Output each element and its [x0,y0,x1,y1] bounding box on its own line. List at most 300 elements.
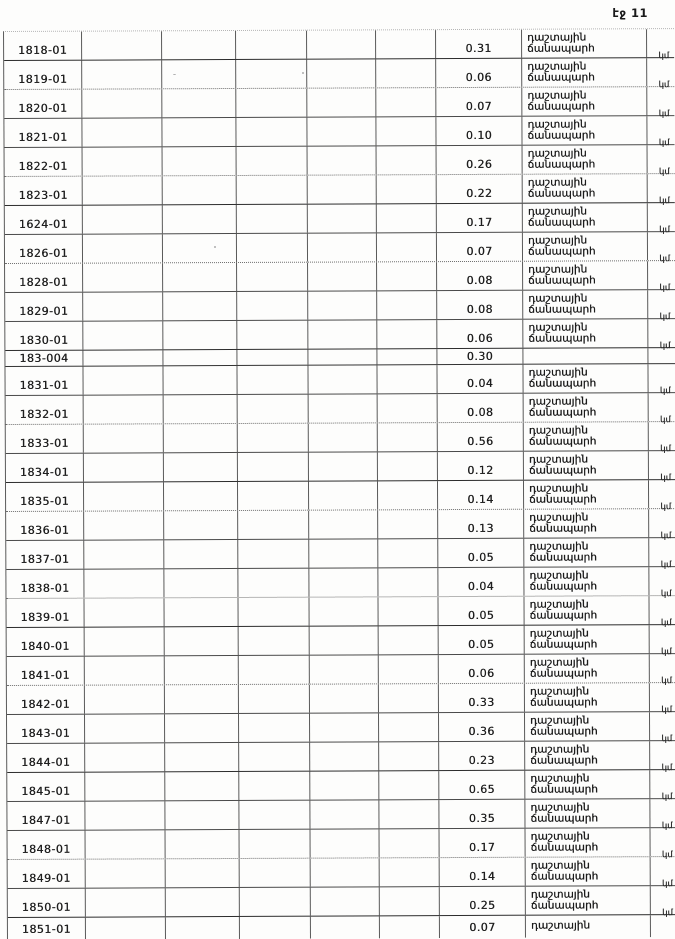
unit-cell-text: կմ [660,444,671,455]
road-name-cell [526,886,651,915]
table-row [6,422,675,454]
empty-cell [83,321,163,349]
road-name-cell-text: ճանապարհ [529,667,598,680]
empty-cell [240,859,311,887]
empty-cell [239,685,310,713]
empty-cell [380,887,440,915]
empty-cell [238,482,309,510]
empty-cell [377,365,437,393]
empty-cell [380,916,440,938]
empty-cell [379,742,439,770]
unit-cell-text: կմ [659,312,671,323]
empty-cell [308,233,377,261]
empty-cell [238,598,309,626]
road-name-cell-text: դաշտային [528,262,588,276]
empty-cell [85,627,165,655]
empty-cell [84,511,164,539]
road-name-cell [522,29,647,58]
road-name-cell [523,145,648,174]
scan-noise-speck [214,246,216,248]
parcel-code-cell-text: 1831-01 [19,378,69,392]
empty-cell [310,655,379,683]
road-name-cell-text: ճանապարհ [527,158,596,171]
parcel-code-cell [7,744,85,772]
page-number: էջ 11 [612,6,648,20]
unit-cell [648,364,675,397]
empty-cell [378,597,438,625]
road-name-cell-text: ճանապարհ [530,812,598,825]
empty-cell [83,366,163,394]
road-name-cell-text: դաշտային [529,655,589,669]
road-name-cell [525,741,650,770]
table-row [6,480,675,512]
length-value-cell-text: 0.06 [468,666,495,680]
road-name-cell-text: դաշտային [528,481,589,495]
empty-cell [237,176,308,204]
length-value-cell [439,800,525,828]
road-name-cell-text: դաշտային [527,88,587,102]
parcel-code-cell-text: 1820-01 [18,101,68,115]
length-value-cell-text: 0.22 [466,186,493,200]
parcel-code-cell-text: 1823-01 [18,188,68,202]
unit-cell-text: կմ [658,196,670,207]
parcel-code-cell [5,177,83,205]
unit-cell-text: կմ [659,225,670,236]
empty-cell [163,292,237,320]
empty-cell [310,742,379,770]
parcel-code-cell [7,686,85,714]
table-row [7,654,675,686]
parcel-code-cell [5,148,83,176]
length-value-cell-text: 0.33 [468,695,495,709]
table-row [8,828,675,860]
road-name-cell [523,290,648,319]
empty-cell [165,801,239,829]
empty-cell [82,118,162,146]
length-value-cell-text: 0.17 [466,215,493,229]
empty-cell [240,830,311,858]
length-value-cell-text: 0.08 [466,302,493,316]
empty-cell [83,176,163,204]
length-value-cell [440,858,526,886]
length-value-cell [437,262,523,290]
unit-cell-text: կմ [659,254,671,265]
parcel-code-cell-text: 1843-01 [20,726,71,740]
parcel-code-cell-text: 1839-01 [20,610,70,624]
road-name-cell [522,87,647,116]
length-value-cell [437,349,523,364]
empty-cell [379,800,439,828]
parcel-code-cell-text: 1841-01 [20,668,70,682]
road-name-cell-text: դաշտային [530,771,590,785]
length-value-cell-text: 0.17 [468,840,496,854]
empty-cell [376,30,436,58]
empty-cell [237,205,308,233]
table-row [8,886,675,918]
road-name-cell-text: դաշտային [528,291,588,305]
unit-cell [649,567,675,600]
empty-cell [309,568,378,596]
empty-cell [84,569,164,597]
unit-cell-text: կմ [659,415,671,426]
road-name-cell [524,451,649,480]
length-value-cell-text: 0.07 [465,99,493,113]
parcel-code-cell-text: 1834-01 [19,465,70,479]
empty-cell [308,146,377,174]
unit-cell [648,203,675,236]
empty-cell [378,423,438,451]
table-row [5,290,675,322]
scan-noise-speck [302,72,304,74]
table-row [5,364,675,396]
table-row [4,29,674,61]
unit-cell-text: կմ [658,109,670,120]
length-value-cell-text: 0.05 [467,550,494,564]
unit-cell-text: կմ [659,283,671,294]
length-value-cell [439,626,525,654]
empty-cell [239,627,310,655]
road-name-cell-text: ճանապարհ [528,303,596,316]
parcel-code-cell-text: 1844-01 [21,755,71,769]
length-value-cell-text: 0.13 [467,521,494,535]
parcel-code-cell-text: 1849-01 [21,871,71,885]
empty-cell [377,233,437,261]
empty-cell [163,350,237,365]
empty-cell [82,89,162,117]
table-row [7,741,675,773]
parcel-code-cell-text: 1838-01 [20,581,70,595]
empty-cell [84,540,164,568]
empty-cell [164,424,238,452]
unit-cell [649,480,675,513]
road-name-cell-text: ճանապարհ [529,638,598,651]
length-value-cell-text: 0.04 [467,579,495,593]
length-value-cell [438,597,524,625]
empty-cell [164,569,238,597]
unit-cell-text: կմ [662,908,673,919]
table-row [4,58,674,90]
empty-cell [164,540,238,568]
empty-cell [166,888,240,916]
unit-cell [651,915,675,937]
road-name-cell-text: ճանապարհ [529,580,597,593]
length-value-cell [439,655,525,683]
empty-cell [376,59,436,87]
empty-cell [379,771,439,799]
length-value-cell [438,539,524,567]
parcel-code-cell [8,889,86,917]
road-name-cell-text: դաշտային [530,800,590,814]
empty-cell [83,147,163,175]
parcel-code-cell-text: 1822-01 [18,159,68,173]
empty-cell [377,146,437,174]
parcel-code-cell [7,773,85,801]
empty-cell [237,366,308,394]
length-value-cell-text: 0.12 [467,463,494,477]
road-name-cell [523,232,648,261]
length-value-cell-text: 0.08 [466,273,493,287]
parcel-code-cell-text: 1818-01 [18,43,68,57]
table-row [8,857,675,889]
length-value-cell [436,117,522,145]
table-row [4,116,674,148]
road-name-cell [524,480,649,509]
road-name-cell-text: ճանապարհ [530,725,598,738]
empty-cell [237,147,308,175]
empty-cell [163,205,237,233]
unit-cell [650,712,675,745]
length-value-cell [438,394,524,422]
unit-cell [648,145,675,178]
unit-cell [650,799,675,832]
empty-cell [84,424,164,452]
unit-cell [648,232,675,265]
empty-cell [164,511,238,539]
length-value-cell-text: 0.65 [468,782,495,796]
road-name-cell [525,799,650,828]
length-value-cell [436,30,522,58]
unit-cell-text: կմ [661,879,673,890]
parcel-code-cell-text: 1836-01 [20,523,70,537]
road-name-cell-text: ճանապարհ [530,754,598,767]
empty-cell [239,714,310,742]
unit-cell-text: կմ [661,792,673,803]
length-value-cell [437,365,523,393]
parcel-code-cell [7,715,85,743]
road-name-cell-text: դաշտային [529,684,589,698]
length-value-cell [438,568,524,596]
empty-cell [236,31,307,59]
empty-cell [165,714,239,742]
parcel-code-cell [6,454,84,482]
length-value-cell-text: 0.25 [469,898,496,912]
parcel-code-cell [5,293,83,321]
road-name-cell-text: ճանապարհ [527,216,596,229]
road-name-cell [522,116,647,145]
parcel-code-cell-text: 1851-01 [21,922,72,936]
empty-cell [83,350,163,365]
length-value-cell-text: 0.35 [468,811,496,825]
road-name-cell-text: ճանապարհ [530,783,598,796]
unit-cell [647,58,674,91]
empty-cell [376,88,436,116]
road-name-cell-text: ճանապարհ [527,129,595,142]
empty-cell [240,888,311,916]
empty-cell [85,685,165,713]
road-name-cell-text: դաշտային [529,597,589,611]
length-value-cell [437,320,523,348]
unit-cell-text: կմ [661,734,673,745]
empty-cell [165,685,239,713]
empty-cell [164,598,238,626]
unit-cell [649,596,675,629]
parcel-code-cell-text: 1840-01 [20,639,70,653]
parcel-code-cell [8,860,86,888]
length-value-cell [439,684,525,712]
road-name-cell-text: ճանապարհ [528,377,597,390]
length-value-cell-text: 0.04 [466,376,494,390]
unit-cell [650,770,675,803]
unit-cell [649,538,675,571]
length-value-cell-text: 0.08 [467,405,494,419]
road-name-cell-text: ճանապարհ [529,493,597,506]
length-value-cell [437,291,523,319]
table-row [6,509,675,541]
parcel-code-cell [4,119,82,147]
road-name-cell [525,770,650,799]
empty-cell [85,656,165,684]
road-name-cell-text: ճանապարհ [528,274,596,287]
unit-cell-text: կմ [660,473,671,484]
parcel-code-cell [6,570,84,598]
length-value-cell-text: 0.05 [468,637,495,651]
parcel-code-cell [6,396,84,424]
table-row [7,712,675,744]
table-row [5,203,675,235]
road-name-cell [525,712,650,741]
empty-cell [83,205,163,233]
road-name-cell-text: ճանապարհ [527,187,596,200]
road-name-cell [525,625,650,654]
parcel-code-cell [4,61,82,89]
road-name-cell [523,203,648,232]
empty-cell [311,916,380,938]
parcel-code-cell [4,32,82,60]
empty-cell [378,539,438,567]
parcel-code-cell [7,802,85,830]
road-name-cell [522,58,647,87]
road-name-cell [523,261,648,290]
empty-cell [239,656,310,684]
empty-cell [83,263,163,291]
table-row [6,596,675,628]
empty-cell [239,772,310,800]
empty-cell [309,481,378,509]
empty-cell [165,627,239,655]
empty-cell [308,175,377,203]
road-name-cell [524,596,649,625]
unit-cell-text: կմ [660,647,672,658]
empty-cell [238,569,309,597]
road-name-cell-text: ճանապարհ [529,551,597,564]
parcel-code-cell-text: 1826-01 [18,246,69,260]
parcel-code-cell [7,628,85,656]
parcel-code-cell-text: 1845-01 [21,784,71,798]
empty-cell [379,713,439,741]
unit-cell-text: կմ [660,531,672,542]
unit-cell [647,87,674,120]
unit-cell [649,422,675,455]
empty-cell [162,31,236,59]
empty-cell [308,291,377,319]
empty-cell [163,147,237,175]
empty-cell [163,176,237,204]
empty-cell [85,801,165,829]
empty-cell [377,175,437,203]
unit-cell-text: կմ [661,676,672,687]
table-row [5,261,675,293]
empty-cell [162,118,236,146]
empty-cell [308,204,377,232]
empty-cell [377,320,437,348]
length-value-cell-text: 0.06 [466,331,494,345]
road-name-cell-text: դաշտային [529,626,589,640]
empty-cell [82,60,162,88]
parcel-code-cell-text: 1832-01 [19,407,69,421]
unit-cell-text: կմ [661,763,673,774]
road-name-cell [524,567,649,596]
table-row [7,770,675,802]
empty-cell [238,453,309,481]
road-name-cell-text: ճանապարհ [528,435,597,448]
road-name-cell [526,857,651,886]
parcel-code-cell-text: 1837-01 [20,552,70,566]
unit-cell [648,174,675,207]
empty-cell [85,714,165,742]
unit-cell [651,886,675,919]
empty-cell [239,743,310,771]
unit-cell [648,290,675,323]
empty-cell [311,829,380,857]
empty-cell [238,511,309,539]
empty-cell [307,117,376,145]
length-value-cell [437,146,523,174]
road-name-cell-text: ճանապարհ [530,841,599,854]
parcel-code-cell [6,512,84,540]
length-value-cell-text: 0.14 [469,869,496,883]
parcel-code-cell-text: 1821-01 [18,130,68,144]
empty-cell [240,917,311,939]
length-value-cell-text: 0.23 [468,753,495,767]
scan-noise-speck [173,74,176,75]
unit-cell-text: կմ [658,138,670,149]
road-name-cell-text: դաշտային [529,568,589,582]
parcel-code-cell [5,264,83,292]
unit-cell [650,654,675,687]
empty-cell [310,626,379,654]
road-name-cell-text: դաշտային [530,713,590,727]
table-row [8,915,675,939]
empty-cell [238,395,309,423]
table-row [6,393,675,425]
empty-cell [310,771,379,799]
length-value-cell-text: 0.06 [465,70,492,84]
road-name-cell-text: դաշտային [530,919,590,932]
length-value-cell [438,481,524,509]
empty-cell [307,59,376,87]
empty-cell [238,540,309,568]
table-row [6,451,675,483]
parcel-code-cell [5,235,83,263]
empty-cell [163,321,237,349]
unit-cell [647,116,674,149]
empty-cell [84,453,164,481]
empty-cell [309,423,378,451]
unit-cell [651,828,675,861]
parcel-code-cell [8,831,86,859]
parcel-code-cell-text: 1833-01 [19,436,69,450]
empty-cell [163,263,237,291]
parcel-code-cell-text: 1624-01 [18,217,68,231]
empty-cell [378,510,438,538]
parcel-code-cell-text: 1842-01 [20,697,71,711]
unit-cell-text: կմ [658,51,670,62]
unit-cell-text: կմ [660,618,672,629]
road-name-cell [524,422,649,451]
empty-cell [380,829,440,857]
empty-cell [377,349,437,364]
empty-cell [237,350,308,365]
